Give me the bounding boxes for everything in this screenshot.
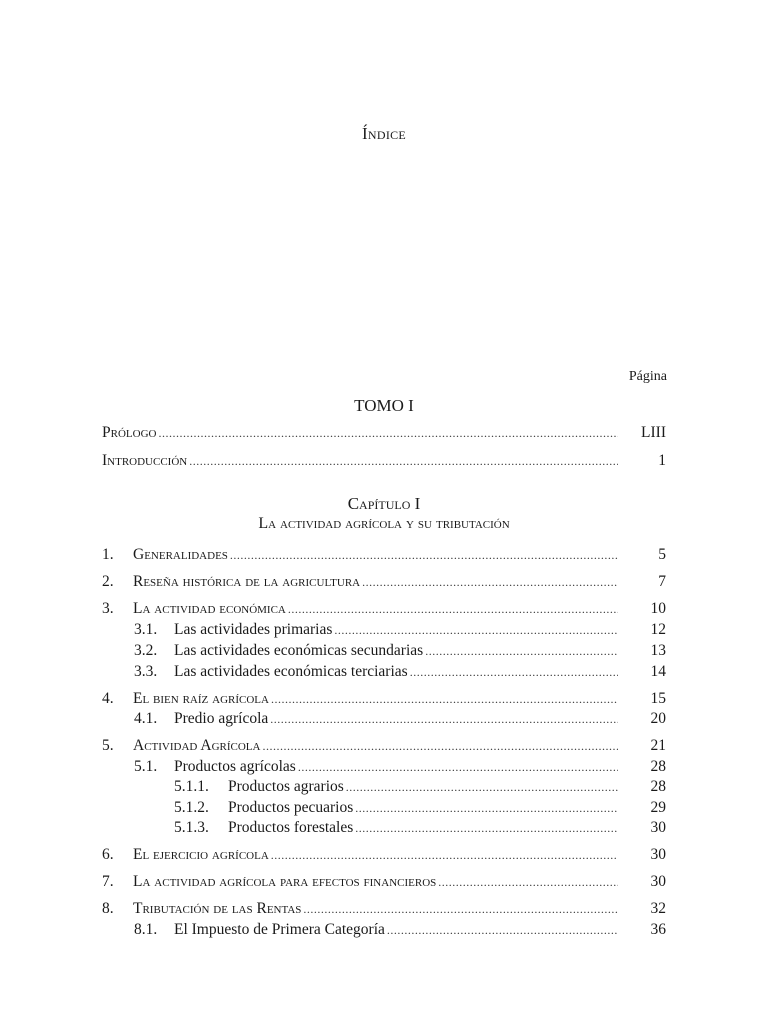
toc-entry-number: 5.1.2. (174, 799, 209, 816)
toc-entry[interactable] (134, 642, 620, 662)
leader-dots (158, 426, 618, 441)
toc-entry[interactable] (102, 846, 620, 866)
volume-heading: TOMO I (354, 396, 414, 415)
leader-dots (425, 644, 618, 659)
toc-entry-label: Actividad Agrícola (133, 737, 261, 754)
toc-page-number: LIII (641, 424, 666, 441)
page-column-header: Página (628, 369, 667, 384)
toc-entry-number: 5.1. (134, 758, 158, 775)
toc-entry-label: El ejercicio agrícola (133, 846, 269, 863)
toc-entry-label: Introducción (102, 452, 188, 469)
toc-entry-number: 3.3. (134, 663, 158, 680)
toc-entry-number: 8.1. (134, 921, 158, 938)
toc-entry-label: Predio agrícola (174, 710, 269, 727)
toc-entry-label: Productos pecuarios (228, 799, 354, 816)
toc-entry-label: Productos agrarios (228, 778, 344, 795)
toc-entry-number: 4. (102, 690, 114, 707)
toc-page-number: 15 (650, 690, 666, 707)
toc-page-number: 10 (650, 600, 666, 617)
chapter-title: La actividad agrícola y su tributación (258, 515, 510, 532)
toc-entry-label: La actividad económica (133, 600, 286, 617)
leader-dots (271, 692, 618, 707)
leader-dots (346, 780, 618, 795)
toc-entry[interactable] (174, 778, 620, 798)
toc-entry[interactable] (134, 663, 620, 683)
toc-page-number: 21 (650, 737, 666, 754)
leader-dots (271, 848, 618, 863)
toc-entry-number: 3.2. (134, 642, 158, 659)
toc-entry[interactable] (102, 600, 620, 620)
toc-entry[interactable] (134, 921, 620, 941)
leader-dots (410, 665, 618, 680)
toc-entry-label: Productos forestales (228, 819, 354, 836)
leader-dots (303, 902, 618, 917)
leader-dots (262, 739, 618, 754)
toc-page-number: 32 (650, 900, 666, 917)
toc-entry[interactable] (134, 758, 620, 778)
toc-entry-number: 3. (102, 600, 114, 617)
toc-page-number: 28 (650, 778, 666, 795)
toc-entry[interactable] (102, 573, 620, 593)
toc-entry-number: 4.1. (134, 710, 158, 727)
toc-entry-number: 7. (102, 873, 114, 890)
toc-entry-label: Generalidades (133, 546, 228, 563)
toc-entry-label: El bien raíz agrícola (133, 690, 269, 707)
toc-entry-label: Reseña histórica de la agricultura (133, 573, 361, 590)
toc-entry-label: Las actividades económicas terciarias (174, 663, 408, 680)
toc-entry-number: 6. (102, 846, 114, 863)
toc-entry-number: 5. (102, 737, 114, 754)
toc-page-number: 7 (658, 573, 666, 590)
toc-entry[interactable] (102, 900, 620, 920)
toc-entry-number: 5.1.3. (174, 819, 209, 836)
toc-entry-number: 8. (102, 900, 114, 917)
leader-dots (298, 760, 618, 775)
leader-dots (355, 821, 618, 836)
toc-entry[interactable] (174, 819, 620, 839)
toc-page-number: 29 (650, 799, 666, 816)
toc-page-number: 30 (650, 846, 666, 863)
toc-entry[interactable] (102, 690, 620, 710)
leader-dots (270, 712, 618, 727)
leader-dots (362, 575, 618, 590)
leader-dots (334, 623, 618, 638)
toc-page-number: 36 (650, 921, 666, 938)
leader-dots (438, 875, 618, 890)
toc-entry[interactable] (174, 799, 620, 819)
leader-dots (189, 454, 618, 469)
toc-page-number: 5 (658, 546, 666, 563)
toc-entry-label: Las actividades primarias (174, 621, 333, 638)
leader-dots (387, 923, 618, 938)
toc-entry-label: Productos agrícolas (174, 758, 296, 775)
toc-page-number: 12 (650, 621, 666, 638)
toc-entry-number: 3.1. (134, 621, 158, 638)
toc-page-number: 1 (658, 452, 666, 469)
toc-entry-label: La actividad agrícola para efectos financieros (133, 873, 437, 890)
toc-entry-number: 2. (102, 573, 114, 590)
chapter-label: Capítulo I (347, 494, 421, 513)
toc-page-number: 20 (650, 710, 666, 727)
toc-page-number: 30 (650, 819, 666, 836)
toc-entry-prologo[interactable] (102, 424, 620, 444)
toc-entry-label: Prólogo (102, 424, 157, 441)
toc-entry[interactable] (102, 873, 620, 893)
toc-entry-number: 5.1.1. (174, 778, 209, 795)
index-title: Índice (361, 124, 407, 143)
toc-page-number: 28 (650, 758, 666, 775)
toc-entry-number: 1. (102, 546, 114, 563)
toc-entry[interactable] (102, 737, 620, 757)
toc-entry-label: El Impuesto de Primera Categoría (174, 921, 385, 938)
toc-entry-label: Tributación de las Rentas (133, 900, 302, 917)
toc-page-number: 13 (650, 642, 666, 659)
toc-entry-label: Las actividades económicas secundarias (174, 642, 424, 659)
toc-entry[interactable] (134, 621, 620, 641)
toc-entry[interactable] (134, 710, 620, 730)
leader-dots (230, 548, 618, 563)
toc-entry-introduccion[interactable] (102, 452, 620, 472)
toc-entry[interactable] (102, 546, 620, 566)
leader-dots (355, 801, 618, 816)
toc-page-number: 14 (650, 663, 666, 680)
toc-page-number: 30 (650, 873, 666, 890)
leader-dots (288, 602, 618, 617)
